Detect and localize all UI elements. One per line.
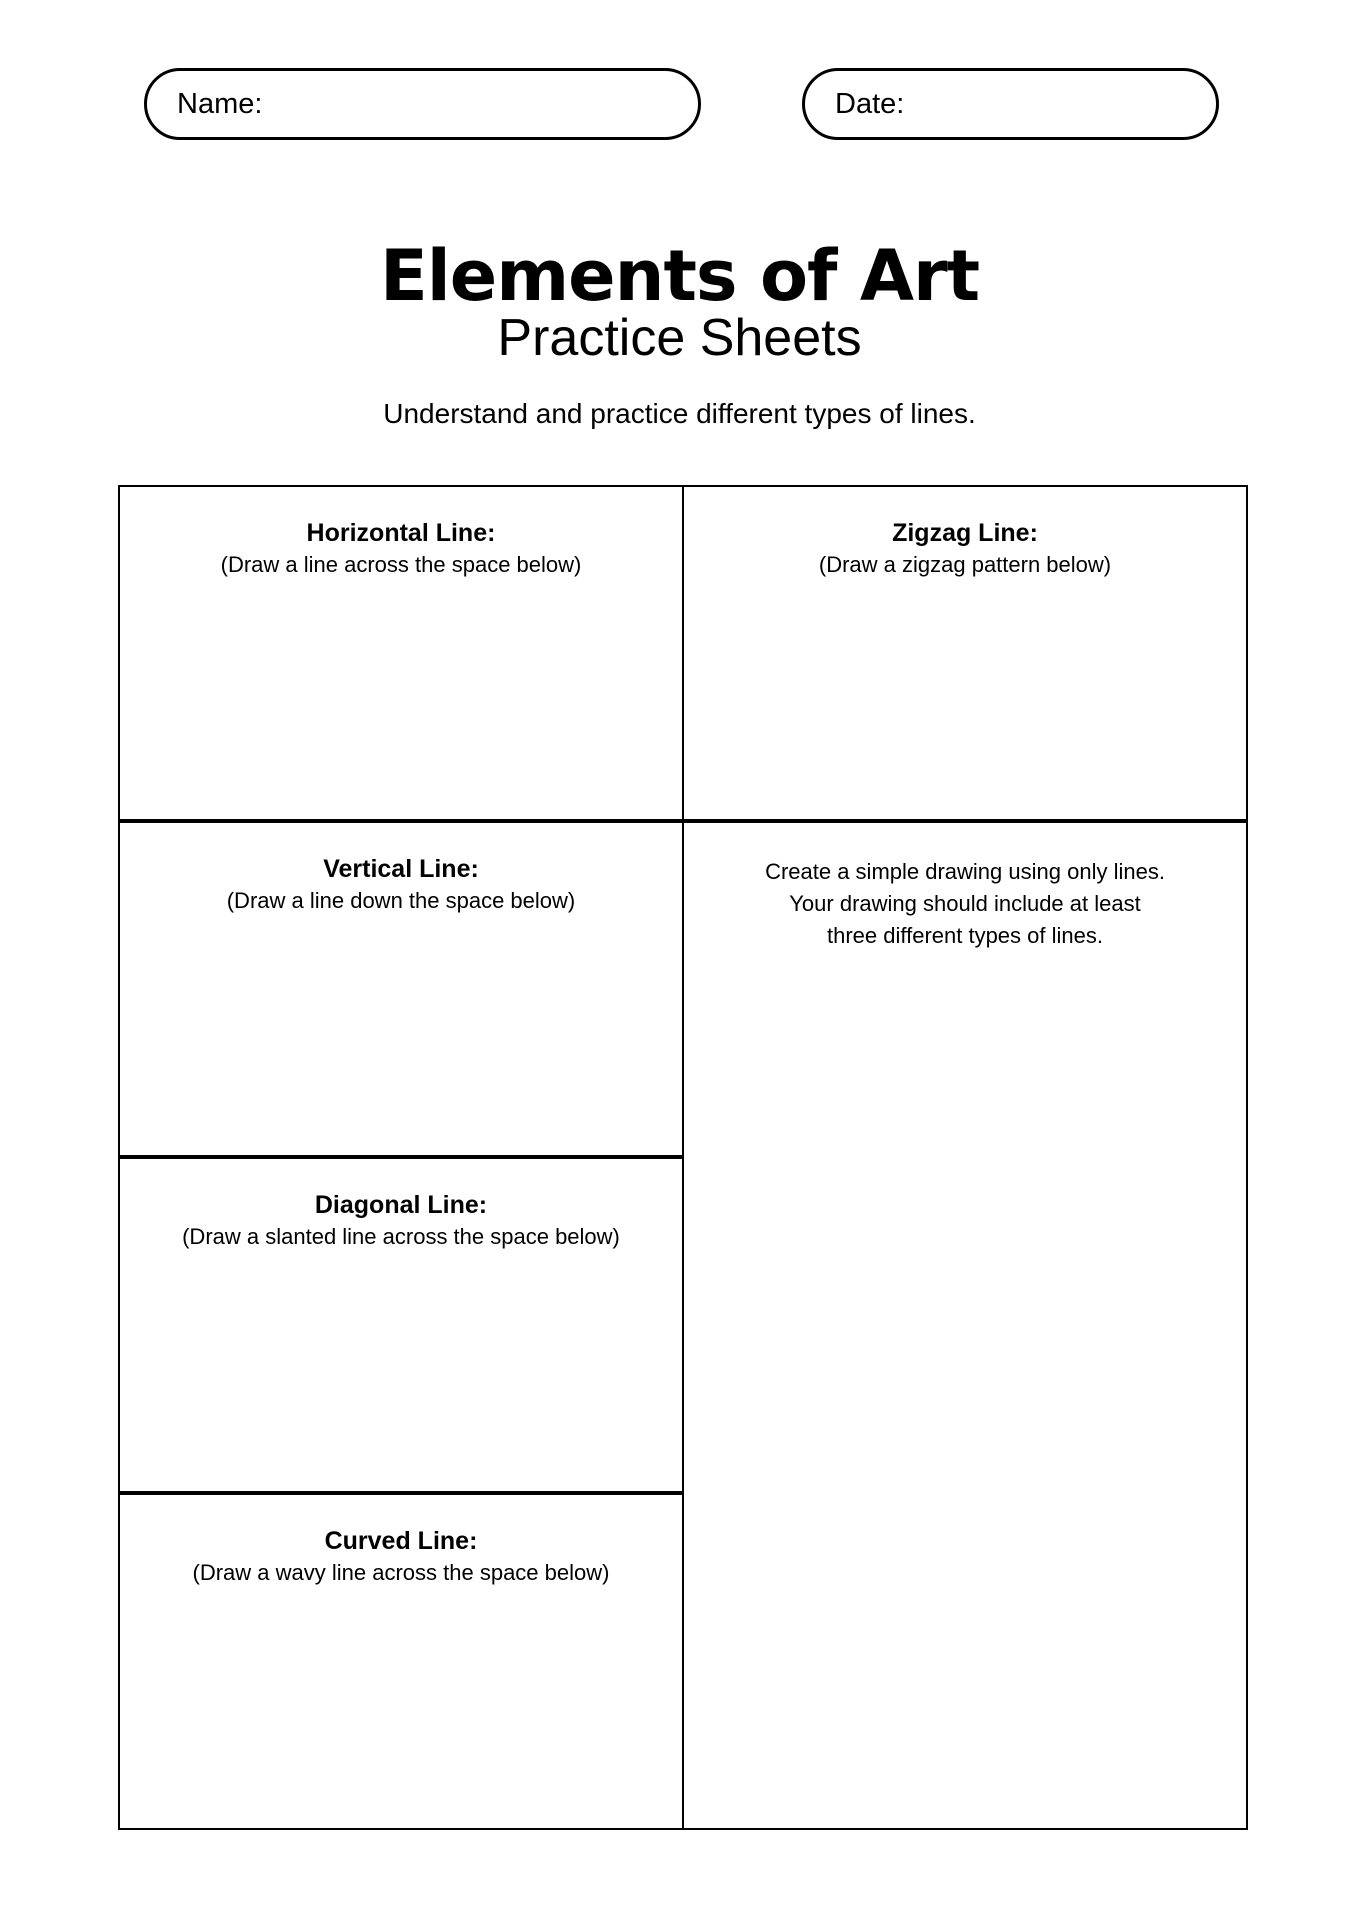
intro-text: Understand and practice different types of lines. bbox=[383, 398, 976, 429]
horizontal-line-box[interactable] bbox=[118, 485, 684, 822]
name-label: Name: bbox=[177, 87, 263, 120]
box-instruction: (Draw a line down the space below) bbox=[226, 888, 576, 913]
curved-line-box[interactable] bbox=[118, 1491, 684, 1830]
box-instruction: (Draw a wavy line across the space below) bbox=[192, 1560, 610, 1585]
box-title: Horizontal Line: bbox=[306, 519, 496, 547]
box-title: Zigzag Line: bbox=[892, 519, 1038, 547]
date-field[interactable] bbox=[802, 68, 1219, 140]
box-instruction: (Draw a line across the space below) bbox=[220, 552, 582, 577]
vertical-line-box[interactable] bbox=[118, 819, 684, 1158]
page-title: Elements of Art bbox=[379, 235, 980, 317]
drawing-instruction-line: Create a simple drawing using only lines. bbox=[765, 859, 1165, 884]
page-subtitle: Practice Sheets bbox=[497, 309, 862, 367]
free-drawing-box[interactable] bbox=[682, 819, 1248, 1830]
name-field[interactable] bbox=[144, 68, 701, 140]
box-title: Vertical Line: bbox=[323, 855, 479, 883]
box-title: Curved Line: bbox=[324, 1527, 478, 1555]
zigzag-line-box[interactable] bbox=[682, 485, 1248, 822]
drawing-instruction-line: Your drawing should include at least bbox=[789, 891, 1141, 916]
diagonal-line-box[interactable] bbox=[118, 1155, 684, 1494]
drawing-instruction-line: three different types of lines. bbox=[827, 923, 1103, 948]
box-title: Diagonal Line: bbox=[314, 1191, 488, 1219]
box-instruction: (Draw a zigzag pattern below) bbox=[818, 552, 1112, 577]
box-instruction: (Draw a slanted line across the space below) bbox=[182, 1224, 620, 1249]
date-label: Date: bbox=[835, 87, 905, 120]
